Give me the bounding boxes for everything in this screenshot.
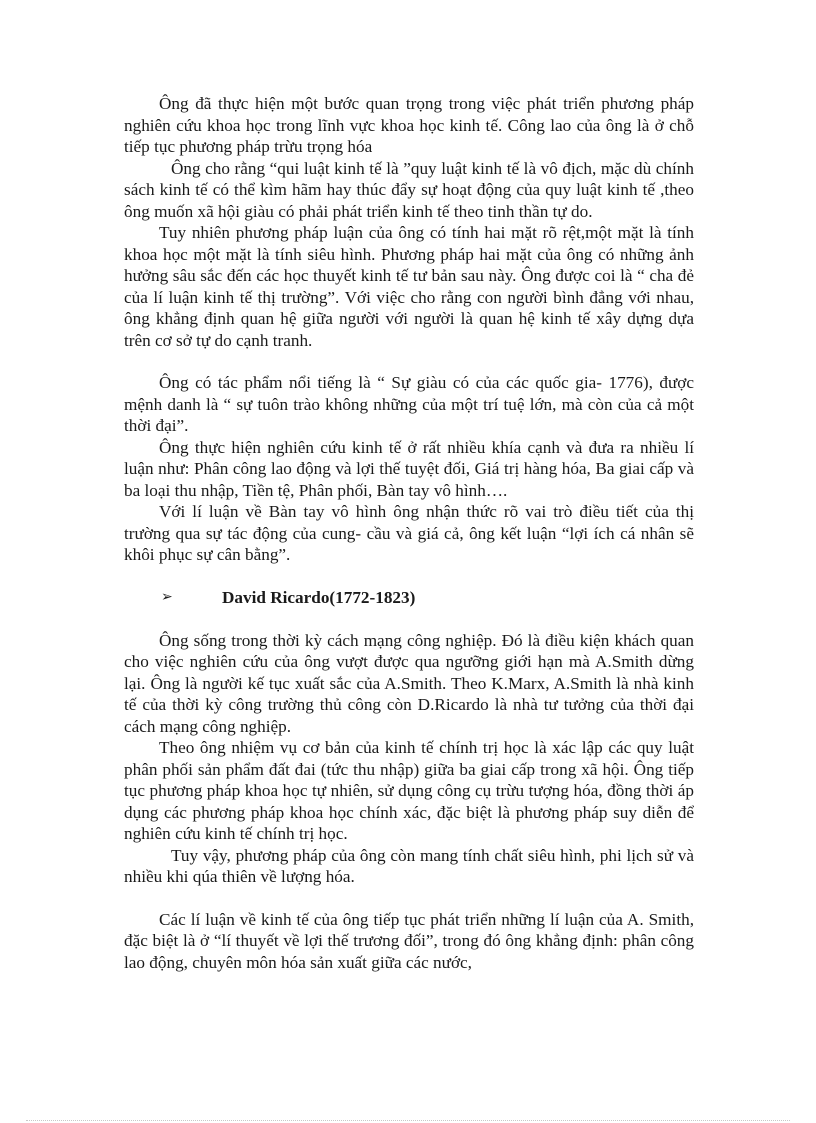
paragraph: Ông thực hiện nghiên cứu kinh tế ở rất nhiều khía cạnh và đưa ra nhiều lí luận như: Phân công lao động và lợi thế tuyệt đối, Giá trị hàng hóa, Ba giai cấp và ba loại thu nhập, Tiền tệ, Phân phối, Bàn tay vô hình…. [124, 437, 694, 500]
heading-years: (1772-1823) [329, 587, 416, 607]
arrow-bullet-icon: ➢ [161, 589, 173, 605]
paragraph: Tuy vậy, phương pháp của ông còn mang tính chất siêu hình, phi lịch sử và nhiều khi qúa thiên về lượng hóa. [124, 845, 694, 886]
paragraph: Ông có tác phẩm nổi tiếng là “ Sự giàu có của các quốc gia- 1776), được mệnh danh là “ sự tuôn trào không những của một trí tuệ lớn, mà còn của cả một thời đại”. [124, 373, 694, 435]
paragraph: Theo ông nhiệm vụ cơ bản của kinh tế chính trị học là xác lập các quy luật phân phối sản phẩm đất đai (tức thu nhập) giữa ba giai cấp trong xã hội. Ông tiếp tục phương pháp khoa học tự nhiên, sử dụng công cụ trừu tượng hóa, đồng thời áp dụng các phương pháp khoa học chính xác, đặc biệt là phương pháp suy diễn để nghiên cứu kinh tế chính trị học. [124, 738, 694, 843]
paragraph: Tuy nhiên phương pháp luận của ông có tính hai mặt rõ rệt,một mặt là tính khoa học một mặt là tính siêu hình. Phương pháp hai mặt của ông có những ảnh hưởng sâu sắc đến các học thuyết kinh tế tư bản sau này. Ông được coi là “ cha đẻ của lí luận kinh tế thị trường”. Với việc cho rằng con người bình đẳng với nhau, ông khẳng định quan hệ giữa người với người là quan hệ kinh tế xây dựng dựa trên cơ sở tự do cạnh tranh. [124, 223, 694, 350]
paragraph: Với lí luận về Bàn tay vô hình ông nhận thức rõ vai trò điều tiết của thị trường qua sự tác động của cung- cầu và giá cả, ông kết luận “lợi ích cá nhân sẽ khôi phục sự cân bằng”. [124, 502, 694, 564]
paragraph-spacer [124, 566, 694, 587]
paragraph-spacer [124, 351, 694, 372]
document-body [124, 93, 694, 973]
paragraph: Ông sống trong thời kỳ cách mạng công nghiệp. Đó là điều kiện khách quan cho việc nghiên cứu của ông vượt được qua ngưỡng giới hạn mà A.Smith dừng lại. Ông là người kế tục xuất sắc của A.Smith. Theo K.Marx, A.Smith là nhà kinh tế của thời kỳ công trường thủ công còn D.Ricardo là nhà tư tưởng của thời đại cách mạng công nghiệp. [124, 630, 694, 736]
heading-title: David Ricardo [222, 587, 330, 607]
paragraph: Ông cho rằng “qui luật kinh tế là ”quy luật kinh tế là vô địch, mặc dù chính sách kinh tế có thể kìm hãm hay thúc đẩy sự hoạt động của quy luật kinh tế ,theo ông muốn xã hội giàu có phải phát triển kinh tế theo tinh thần tự do. [124, 158, 694, 221]
section-heading [124, 587, 694, 609]
paragraph: Các lí luận về kinh tế của ông tiếp tục phát triển những lí luận của A. Smith, đặc biệt là ở “lí thuyết về lợi thế trương đối”, trong đó ông khẳng định: phân công lao động, chuyên môn hóa sản xuất giữa các nước, [124, 909, 694, 972]
paragraph: Ông đã thực hiện một bước quan trọng trong việc phát triển phương pháp nghiên cứu khoa học trong lĩnh vực khoa học kinh tế. Công lao của ông là ở chỗ tiếp tục phương pháp trừu trọng hóa [124, 94, 694, 156]
page-bottom-border [26, 1120, 790, 1121]
paragraph-spacer [124, 609, 694, 630]
paragraph-spacer [124, 888, 694, 909]
